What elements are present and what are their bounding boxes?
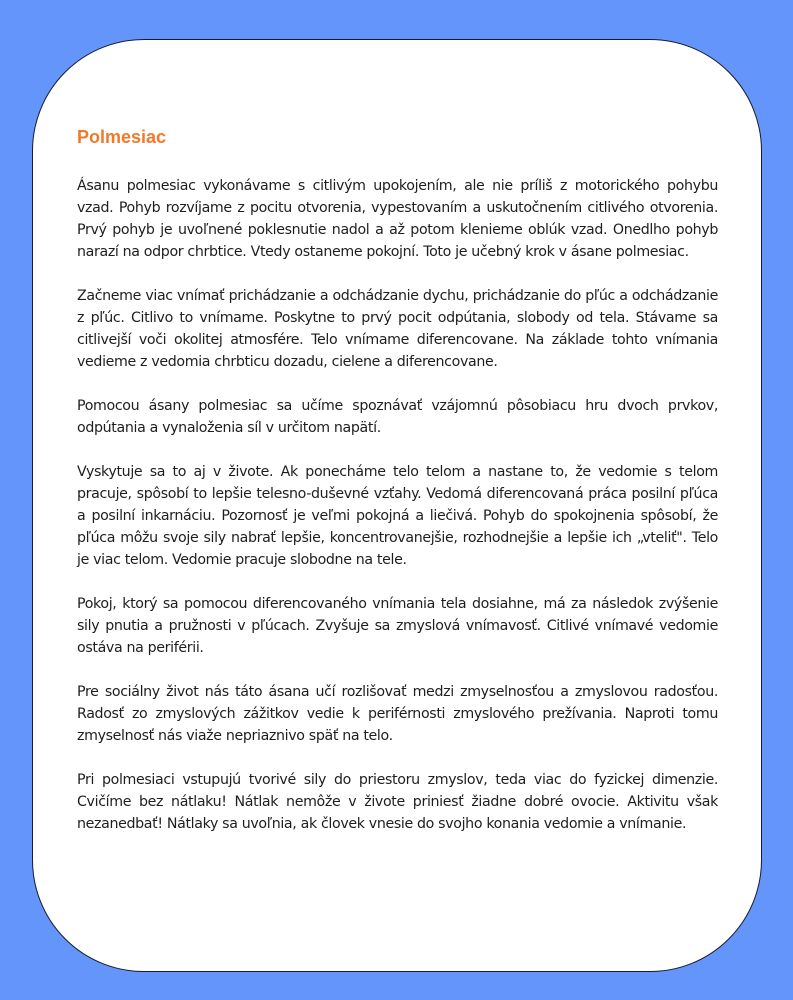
paragraph-6: Pre sociálny život nás táto ásana učí rozlišovať medzi zmyselnosťou a zmyslovou radosťou. Radosť zo zmyslových zážitkov vedie k periférnosti zmyslového prežívania. Naproti tomu zmyselnosť nás viaže nepriaznivo späť na telo. (77, 684, 718, 744)
paragraph-3: Pomocou ásany polmesiac sa učíme spoznávať vzájomnú pôsobiacu hru dvoch prvkov, odpútania a vynaloženia síl v určitom napätí. (77, 398, 718, 436)
paragraph-1: Ásanu polmesiac vykonávame s citlivým upokojením, ale nie príliš z motorického pohybu vzad. Pohyb rozvíjame z pocitu otvorenia, vypestovaním a uskutočnením citlivého otvorenia. Prvý pohyb je uvoľnené poklesnutie nadol a až potom klenieme oblúk vzad. Onedlho pohyb narazí na odpor chrbtice. Vtedy ostaneme pokojní. Toto je učebný krok v ásane polmesiac. (77, 178, 718, 260)
document-title: Polmesiac (77, 127, 167, 147)
paragraph-4: Vyskytuje sa to aj v živote. Ak ponecháme telo telom a nastane to, že vedomie s telom pracuje, spôsobí to lepšie telesno-duševné vzťahy. Vedomá diferencovaná práca posilní pľúca a posilní inkarnáciu. Pozornosť je veľmi pokojná a liečivá. Pohyb do spokojnenia spôsobí, že pľúca môžu svoje sily nabrať lepšie, koncentrovanejšie, rozhodnejšie a lepšie ich „vteliť". Telo je viac telom. Vedomie pracuje slobodne na tele. (77, 464, 718, 568)
paragraph-7: Pri polmesiaci vstupujú tvorivé sily do priestoru zmyslov, teda viac do fyzickej dimenzie. Cvičíme bez nátlaku! Nátlak nemôže v živote priniesť žiadne dobré ovocie. Aktivitu však nezanedbať! Nátlaky sa uvoľnia, ak človek vnesie do svojho konania vedomie a vnímanie. (77, 772, 718, 832)
document-content (77, 124, 718, 857)
paragraph-5: Pokoj, ktorý sa pomocou diferencovaného vnímania tela dosiahne, má za následok zvýšenie sily pnutia a pružnosti v pľúcach. Zvyšuje sa zmyslová vnímavosť. Citlivé vnímavé vedomie ostáva na periférii. (77, 596, 718, 656)
paragraph-2: Začneme viac vnímať prichádzanie a odchádzanie dychu, prichádzanie do pľúc a odchádzanie z pľúc. Citlivo to vnímame. Poskytne to prvý pocit odpútania, slobody od tela. Stávame sa citlivejší voči okolitej atmosfére. Telo vnímame diferencovane. Na základe tohto vnímania vedieme z vedomia chrbticu dozadu, cielene a diferencovane. (77, 288, 718, 370)
